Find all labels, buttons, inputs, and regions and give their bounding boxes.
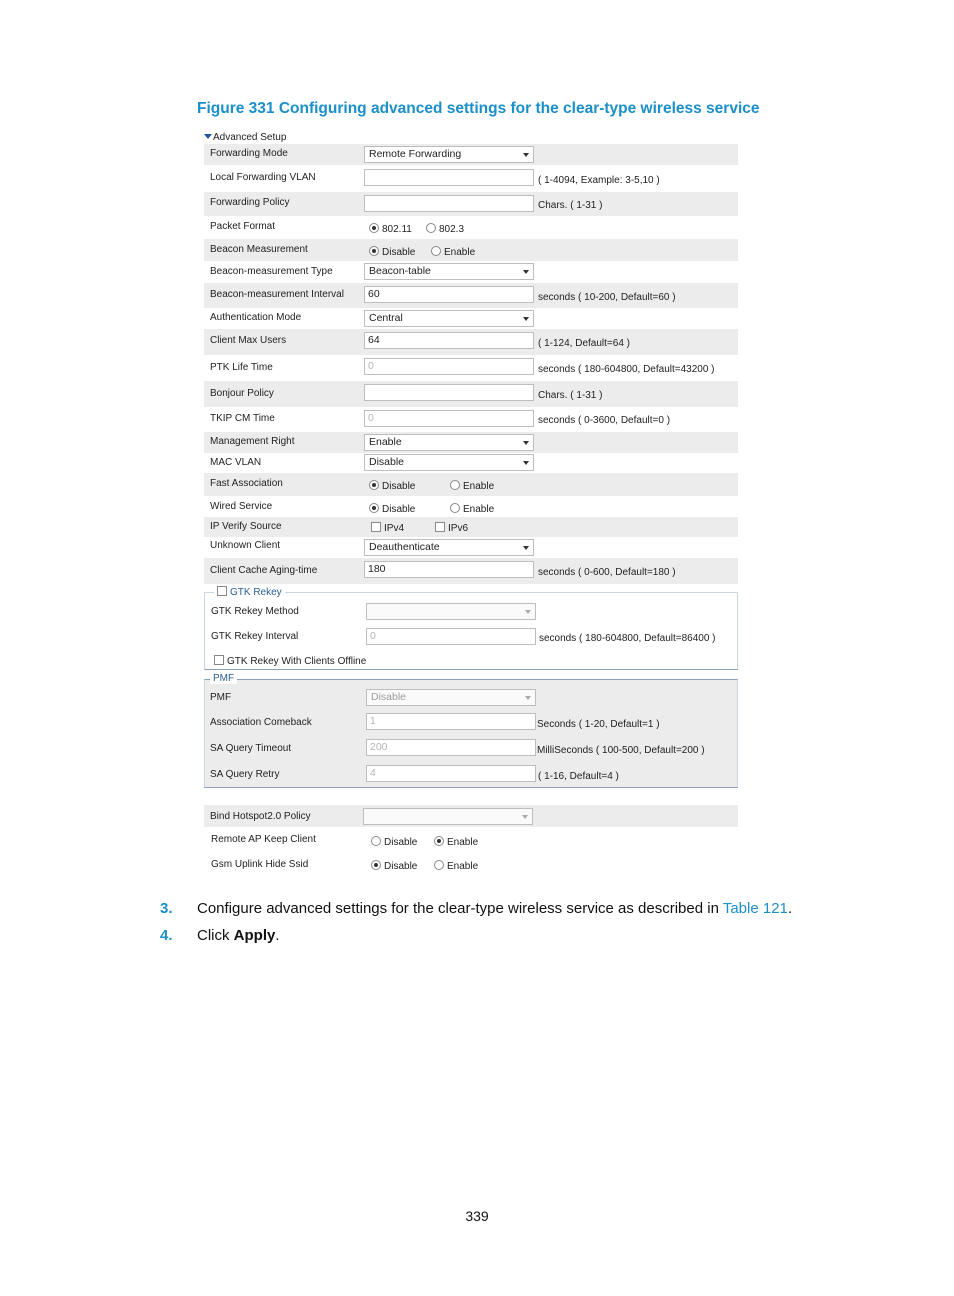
- association-comeback-input[interactable]: 1: [366, 713, 536, 730]
- beacon-measurement-disable-radio[interactable]: Disable: [369, 246, 415, 258]
- gsm-uplink-hide-ssid-row: Gsm Uplink Hide Ssid Disable Enable: [211, 859, 479, 872]
- mac-vlan-select[interactable]: Disable: [364, 454, 534, 471]
- ptk-life-time-row: PTK Life Time 0 seconds ( 180-604800, Default=43200 ): [210, 360, 715, 375]
- gtk-rekey-checkbox[interactable]: [217, 586, 227, 596]
- chevron-down-icon: [525, 696, 531, 700]
- forwarding-policy-input[interactable]: [364, 195, 534, 212]
- local-forwarding-vlan-input[interactable]: [364, 169, 534, 186]
- pmf-select[interactable]: Disable: [366, 689, 536, 706]
- chevron-down-icon: [525, 610, 531, 614]
- chevron-down-icon: [523, 461, 529, 465]
- management-right-select[interactable]: Enable: [364, 434, 534, 451]
- chevron-down-icon: [523, 153, 529, 157]
- gsm-uplink-disable-radio[interactable]: Disable: [371, 860, 417, 872]
- chevron-down-icon: [523, 546, 529, 550]
- beacon-measurement-interval-row: Beacon-measurement Interval 60 seconds ( 10-200, Default=60 ): [204, 283, 738, 308]
- mac-vlan-row: MAC VLAN Disable: [204, 453, 738, 473]
- fast-association-enable-radio[interactable]: Enable: [450, 480, 494, 492]
- packet-format-8023-radio[interactable]: 802.3: [426, 223, 464, 235]
- sa-query-retry-input[interactable]: 4: [366, 765, 536, 782]
- ptk-life-time-input[interactable]: 0: [364, 358, 534, 375]
- wired-service-row: Wired Service Disable Enable: [210, 501, 495, 515]
- chevron-down-icon: [523, 441, 529, 445]
- client-cache-aging-time-row: Client Cache Aging-time 180 seconds ( 0-600, Default=180 ): [204, 558, 738, 584]
- bonjour-policy-input[interactable]: [364, 384, 534, 401]
- local-forwarding-vlan-row: Local Forwarding VLAN ( 1-4094, Example: 3-5,10 ): [204, 165, 738, 192]
- remote-ap-disable-radio[interactable]: Disable: [371, 836, 417, 848]
- tkip-cm-time-input[interactable]: 0: [364, 410, 534, 427]
- beacon-measurement-type-select[interactable]: Beacon-table: [364, 263, 534, 280]
- beacon-measurement-type-row: Beacon-measurement Type Beacon-table: [204, 261, 738, 283]
- sa-query-timeout-input[interactable]: 200: [366, 739, 536, 756]
- association-comeback-row: Association Comeback 1 Seconds ( 1-20, Default=1 ): [210, 715, 660, 730]
- tkip-cm-time-row: TKIP CM Time 0 seconds ( 0-3600, Default=0 ): [210, 412, 671, 426]
- client-max-users-row: Client Max Users 64 ( 1-124, Default=64 ): [204, 329, 738, 355]
- figure-title: Figure 331 Configuring advanced settings for the clear-type wireless service: [197, 100, 760, 117]
- pmf-legend: PMF: [210, 673, 237, 684]
- gtk-rekey-offline-checkbox[interactable]: GTK Rekey With Clients Offline: [214, 655, 366, 667]
- pmf-row: PMF Disable: [204, 685, 738, 711]
- bind-hotspot-row: Bind Hotspot2.0 Policy: [204, 805, 738, 827]
- gtk-rekey-legend[interactable]: GTK Rekey: [214, 586, 285, 598]
- gsm-uplink-enable-radio[interactable]: Enable: [434, 860, 478, 872]
- ip-verify-source-row: IP Verify Source IPv4 IPv6: [204, 517, 738, 537]
- authentication-mode-row: Authentication Mode Central: [204, 308, 738, 329]
- beacon-measurement-row: Beacon Measurement Disable Enable: [204, 239, 738, 261]
- sa-query-timeout-row: SA Query Timeout 200 MilliSeconds ( 100-500, Default=200 ): [210, 741, 705, 756]
- authentication-mode-select[interactable]: Central: [364, 310, 534, 327]
- chevron-down-icon: [523, 270, 529, 274]
- client-max-users-input[interactable]: 64: [364, 332, 534, 349]
- beacon-measurement-enable-radio[interactable]: Enable: [431, 246, 475, 258]
- forwarding-policy-row: Forwarding Policy Chars. ( 1-31 ): [204, 192, 738, 216]
- collapse-triangle-icon[interactable]: [204, 134, 212, 139]
- remote-ap-enable-radio[interactable]: Enable: [434, 836, 478, 848]
- bind-hotspot-select[interactable]: [363, 808, 533, 825]
- gtk-rekey-interval-input[interactable]: 0: [366, 628, 536, 645]
- packet-format-80211-radio[interactable]: 802.11: [369, 223, 412, 235]
- unknown-client-row: Unknown Client Deauthenticate: [204, 537, 738, 558]
- gtk-rekey-method-select[interactable]: [366, 603, 536, 620]
- sa-query-retry-row: SA Query Retry 4 ( 1-16, Default=4 ): [210, 767, 619, 782]
- ip-verify-source-ipv4-checkbox[interactable]: IPv4: [371, 522, 404, 534]
- bonjour-policy-row: Bonjour Policy Chars. ( 1-31 ): [204, 381, 738, 407]
- unknown-client-select[interactable]: Deauthenticate: [364, 539, 534, 556]
- gtk-rekey-interval-row: GTK Rekey Interval 0 seconds ( 180-604800, Default=86400 ): [211, 630, 716, 644]
- forwarding-mode-select[interactable]: Remote Forwarding: [364, 146, 534, 163]
- advanced-setup-header[interactable]: Advanced Setup: [204, 132, 286, 144]
- ip-verify-source-ipv6-checkbox[interactable]: IPv6: [435, 522, 468, 534]
- management-right-row: Management Right Enable: [204, 432, 738, 453]
- fast-association-row: Fast Association Disable Enable: [204, 473, 738, 496]
- wired-service-disable-radio[interactable]: Disable: [369, 503, 415, 515]
- chevron-down-icon: [522, 815, 528, 819]
- apply-label: Apply: [233, 927, 276, 944]
- page-number: 339: [465, 1208, 489, 1224]
- remote-ap-keep-client-row: Remote AP Keep Client Disable Enable: [211, 834, 479, 848]
- client-cache-aging-time-input[interactable]: 180: [364, 561, 534, 578]
- wired-service-enable-radio[interactable]: Enable: [450, 503, 494, 515]
- gtk-rekey-method-row: GTK Rekey Method: [204, 600, 738, 624]
- forwarding-mode-row: Forwarding Mode Remote Forwarding: [204, 144, 738, 165]
- fast-association-disable-radio[interactable]: Disable: [369, 480, 415, 492]
- table-121-link[interactable]: Table 121: [722, 900, 788, 917]
- beacon-measurement-interval-input[interactable]: 60: [364, 286, 534, 303]
- chevron-down-icon: [523, 317, 529, 321]
- packet-format-row: Packet Format 802.11 802.3: [210, 221, 465, 235]
